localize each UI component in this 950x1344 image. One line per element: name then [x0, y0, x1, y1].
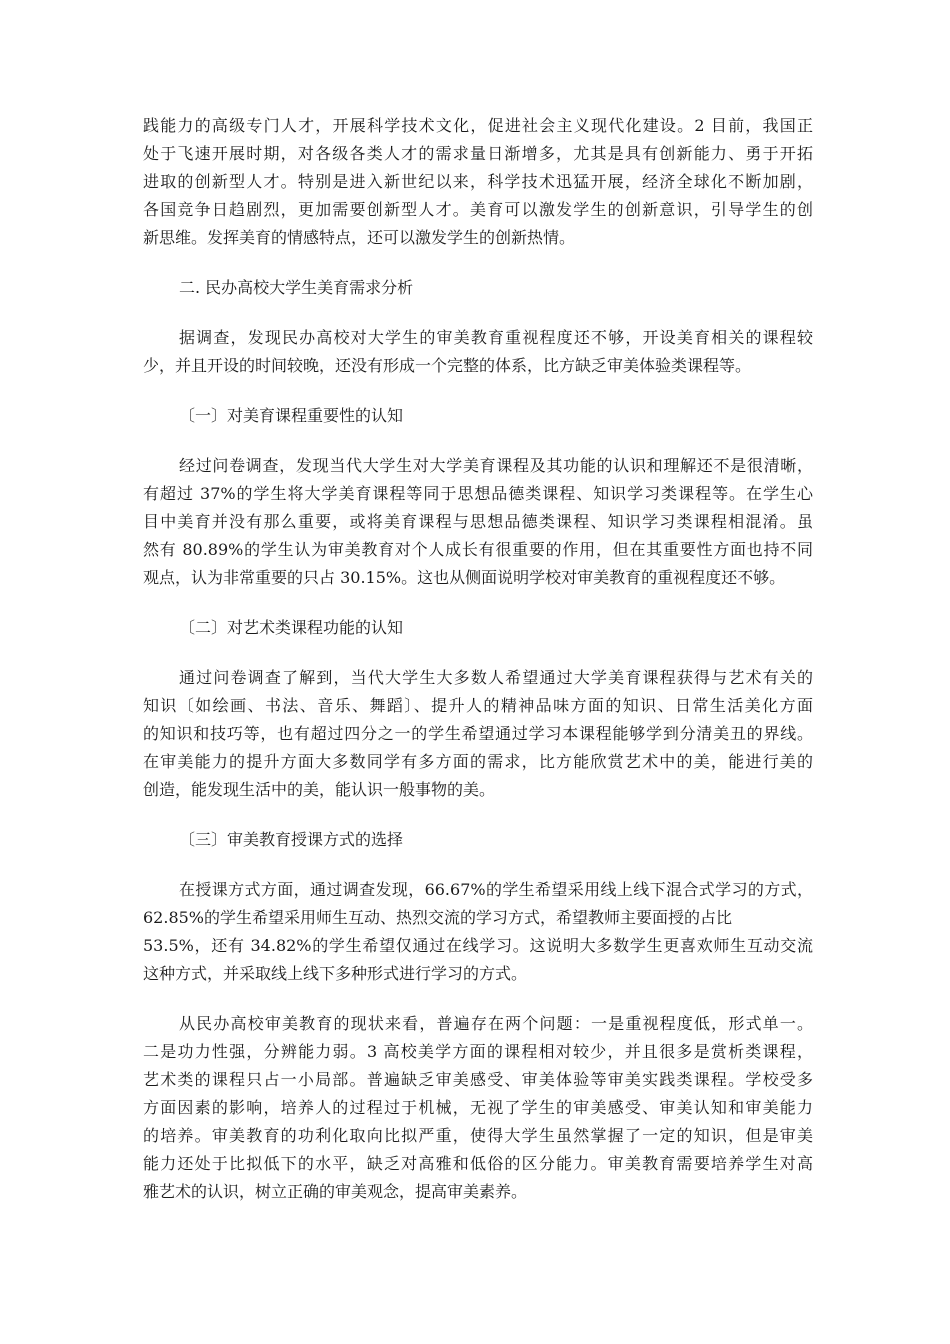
text-line: 的知识和技巧等，也有超过四分之一的学生希望通过学习本课程能够学到分清美丑的界线。	[143, 724, 813, 743]
text-line: 通过问卷调查了解到，当代大学生大多数人希望通过大学美育课程获得与艺术有关的	[179, 668, 813, 687]
paragraph	[143, 1010, 813, 1206]
text-line: 方面因素的影响，培养人的过程过于机械，无视了学生的审美感受、审美认知和审美能力	[143, 1098, 813, 1117]
text-line: 能力还处于比拟低下的水平，缺乏对高雅和低俗的区分能力。审美教育需要培养学生对高	[143, 1154, 813, 1173]
text-line: 处于飞速开展时期，对各级各类人才的需求量日渐增多，尤其是具有创新能力、勇于开拓	[143, 144, 813, 163]
paragraph	[143, 876, 813, 988]
subsection-heading: 〔一〕对美育课程重要性的认知	[179, 406, 404, 425]
text-line: 艺术类的课程只占一小局部。普遍缺乏审美感受、审美体验等审美实践类课程。学校受多	[143, 1070, 813, 1089]
text-line: 创造，能发现生活中的美，能认识一般事物的美。	[143, 780, 496, 799]
text-line: 知识〔如绘画、书法、音乐、舞蹈〕、提升人的精神品味方面的知识、日常生活美化方面	[143, 696, 813, 715]
paragraph	[143, 452, 813, 592]
text-line: 进取的创新型人才。特别是进入新世纪以来，科学技术迅猛开展，经济全球化不断加剧，	[143, 172, 813, 191]
text-line: 目中美育并没有那么重要，或将美育课程与思想品德类课程、知识学习类课程相混淆。虽	[143, 512, 813, 531]
text-line: 62.85%的学生希望采用师生互动、热烈交流的学习方式，希望教师主要面授的占比	[143, 908, 733, 927]
text-line: 从民办高校审美教育的现状来看，普遍存在两个问题：一是重视程度低，形式单一。	[179, 1014, 813, 1033]
text-line: 据调查，发现民办高校对大学生的审美教育重视程度还不够，开设美育相关的课程较	[179, 328, 813, 347]
subsection-heading: 〔三〕审美教育授课方式的选择	[179, 830, 404, 849]
paragraph	[143, 324, 813, 380]
text-line: 观点，认为非常重要的只占 30.15%。这也从侧面说明学校对审美教育的重视程度还不够。	[143, 568, 786, 587]
document-body	[143, 112, 813, 1206]
subsection-heading: 〔二〕对艺术类课程功能的认知	[179, 618, 404, 637]
paragraph	[143, 664, 813, 804]
text-line: 践能力的高级专门人才，开展科学技术文化，促进社会主义现代化建设。2 目前，我国正	[143, 116, 813, 135]
paragraph	[143, 112, 813, 252]
text-line: 雅艺术的认识，树立正确的审美观念，提高审美素养。	[143, 1182, 528, 1201]
text-line: 新思维。发挥美育的情感特点，还可以激发学生的创新热情。	[143, 228, 576, 247]
text-line: 这种方式，并采取线上线下多种形式进行学习的方式。	[143, 964, 528, 983]
text-line: 少，并且开设的时间较晚，还没有形成一个完整的体系，比方缺乏审美体验类课程等。	[143, 356, 752, 375]
text-line: 然有 80.89%的学生认为审美教育对个人成长有很重要的作用，但在其重要性方面也持不同	[143, 540, 813, 559]
text-line: 各国竞争日趋剧烈，更加需要创新型人才。美育可以激发学生的创新意识，引导学生的创	[143, 200, 813, 219]
section-heading: 二. 民办高校大学生美育需求分析	[179, 278, 414, 297]
text-line: 经过问卷调查，发现当代大学生对大学美育课程及其功能的认识和理解还不是很清晰，	[179, 456, 813, 475]
text-line: 53.5%，还有 34.82%的学生希望仅通过在线学习。这说明大多数学生更喜欢师生互动交流	[143, 936, 813, 955]
text-line: 二是功力性强，分辨能力弱。3 高校美学方面的课程相对较少，并且很多是赏析类课程，	[143, 1042, 813, 1061]
text-line: 的培养。审美教育的功利化取向比拟严重，使得大学生虽然掌握了一定的知识，但是审美	[143, 1126, 813, 1145]
text-line: 在审美能力的提升方面大多数同学有多方面的需求，比方能欣赏艺术中的美，能进行美的	[143, 752, 813, 771]
text-line: 在授课方式方面，通过调查发现，66.67%的学生希望采用线上线下混合式学习的方式，	[179, 880, 813, 899]
text-line: 有超过 37%的学生将大学美育课程等同于思想品德类课程、知识学习类课程等。在学生心	[143, 484, 813, 503]
